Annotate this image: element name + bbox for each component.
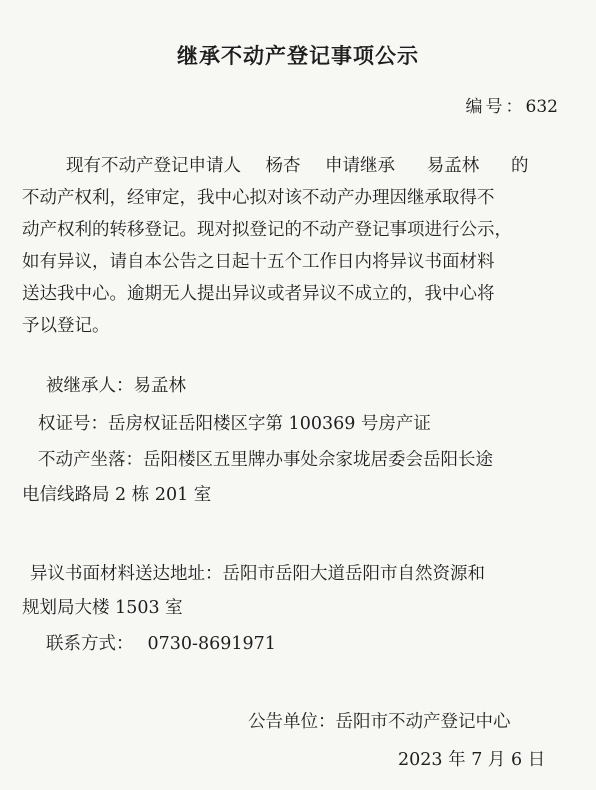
notice-date — [398, 746, 545, 771]
page-title: 继承不动产登记事项公示 — [177, 44, 419, 68]
contact-phone: 0730-8691971 — [147, 634, 276, 654]
date-day: 6 — [511, 750, 523, 770]
notice-paragraph — [22, 150, 586, 342]
decedent-row — [46, 372, 186, 397]
document-number-value: 632 — [525, 97, 558, 117]
issuer-row — [248, 708, 511, 733]
date-month-unit: 月 — [487, 750, 506, 770]
notice-line: 不动产权利，经审定，我中心拟对该不动产办理因继承取得不 — [22, 188, 495, 208]
contact-label: 联系方式： — [46, 634, 134, 654]
objection-address-label: 异议书面材料送达地址： — [30, 564, 223, 584]
date-day-unit: 日 — [527, 750, 546, 770]
decedent-value: 易孟林 — [133, 376, 186, 396]
notice-first-line — [22, 150, 586, 182]
particle-text: 的 — [511, 156, 529, 176]
certificate-row — [38, 410, 431, 435]
decedent-label: 被继承人： — [46, 376, 134, 396]
location-row — [38, 446, 493, 471]
applicant-prefix: 现有不动产登记申请人 — [66, 156, 241, 176]
date-year-unit: 年 — [448, 750, 466, 770]
location-row-continued — [22, 481, 211, 506]
objection-address-row — [30, 560, 485, 585]
location-value-line2: 电信线路局 2 栋 201 室 — [22, 485, 212, 505]
location-label: 不动产坐落： — [38, 450, 143, 470]
date-month: 7 — [471, 750, 483, 770]
objection-address-row-continued — [22, 594, 183, 619]
date-year: 2023 — [398, 750, 443, 770]
contact-row — [46, 630, 276, 655]
issuer-label: 公告单位： — [248, 712, 336, 732]
apply-text: 申请继承 — [325, 156, 395, 176]
location-value-line1: 岳阳楼区五里牌办事处佘家垅居委会岳阳长途 — [143, 450, 493, 470]
document-number — [466, 92, 558, 117]
issuer-name: 岳阳市不动产登记中心 — [335, 712, 511, 732]
document-number-label: 编号： — [465, 97, 526, 117]
notice-line: 送达我中心。逾期无人提出异议或者异议不成立的，我中心将 — [22, 284, 495, 304]
notice-line: 如有异议，请自本公告之日起十五个工作日内将异议书面材料 — [22, 252, 495, 272]
applicant-name: 杨杏 — [265, 156, 301, 176]
notice-line: 予以登记。 — [22, 316, 110, 336]
decedent-name-inline: 易孟林 — [426, 156, 480, 176]
objection-address-line2: 规划局大楼 1503 室 — [22, 598, 183, 618]
certificate-value: 岳房权证岳阳楼区字第 100369 号房产证 — [108, 414, 431, 434]
certificate-label: 权证号： — [38, 414, 108, 434]
notice-line: 动产权利的转移登记。现对拟登记的不动产登记事项进行公示， — [22, 220, 512, 240]
objection-address-line1: 岳阳市岳阳大道岳阳市自然资源和 — [222, 564, 485, 584]
